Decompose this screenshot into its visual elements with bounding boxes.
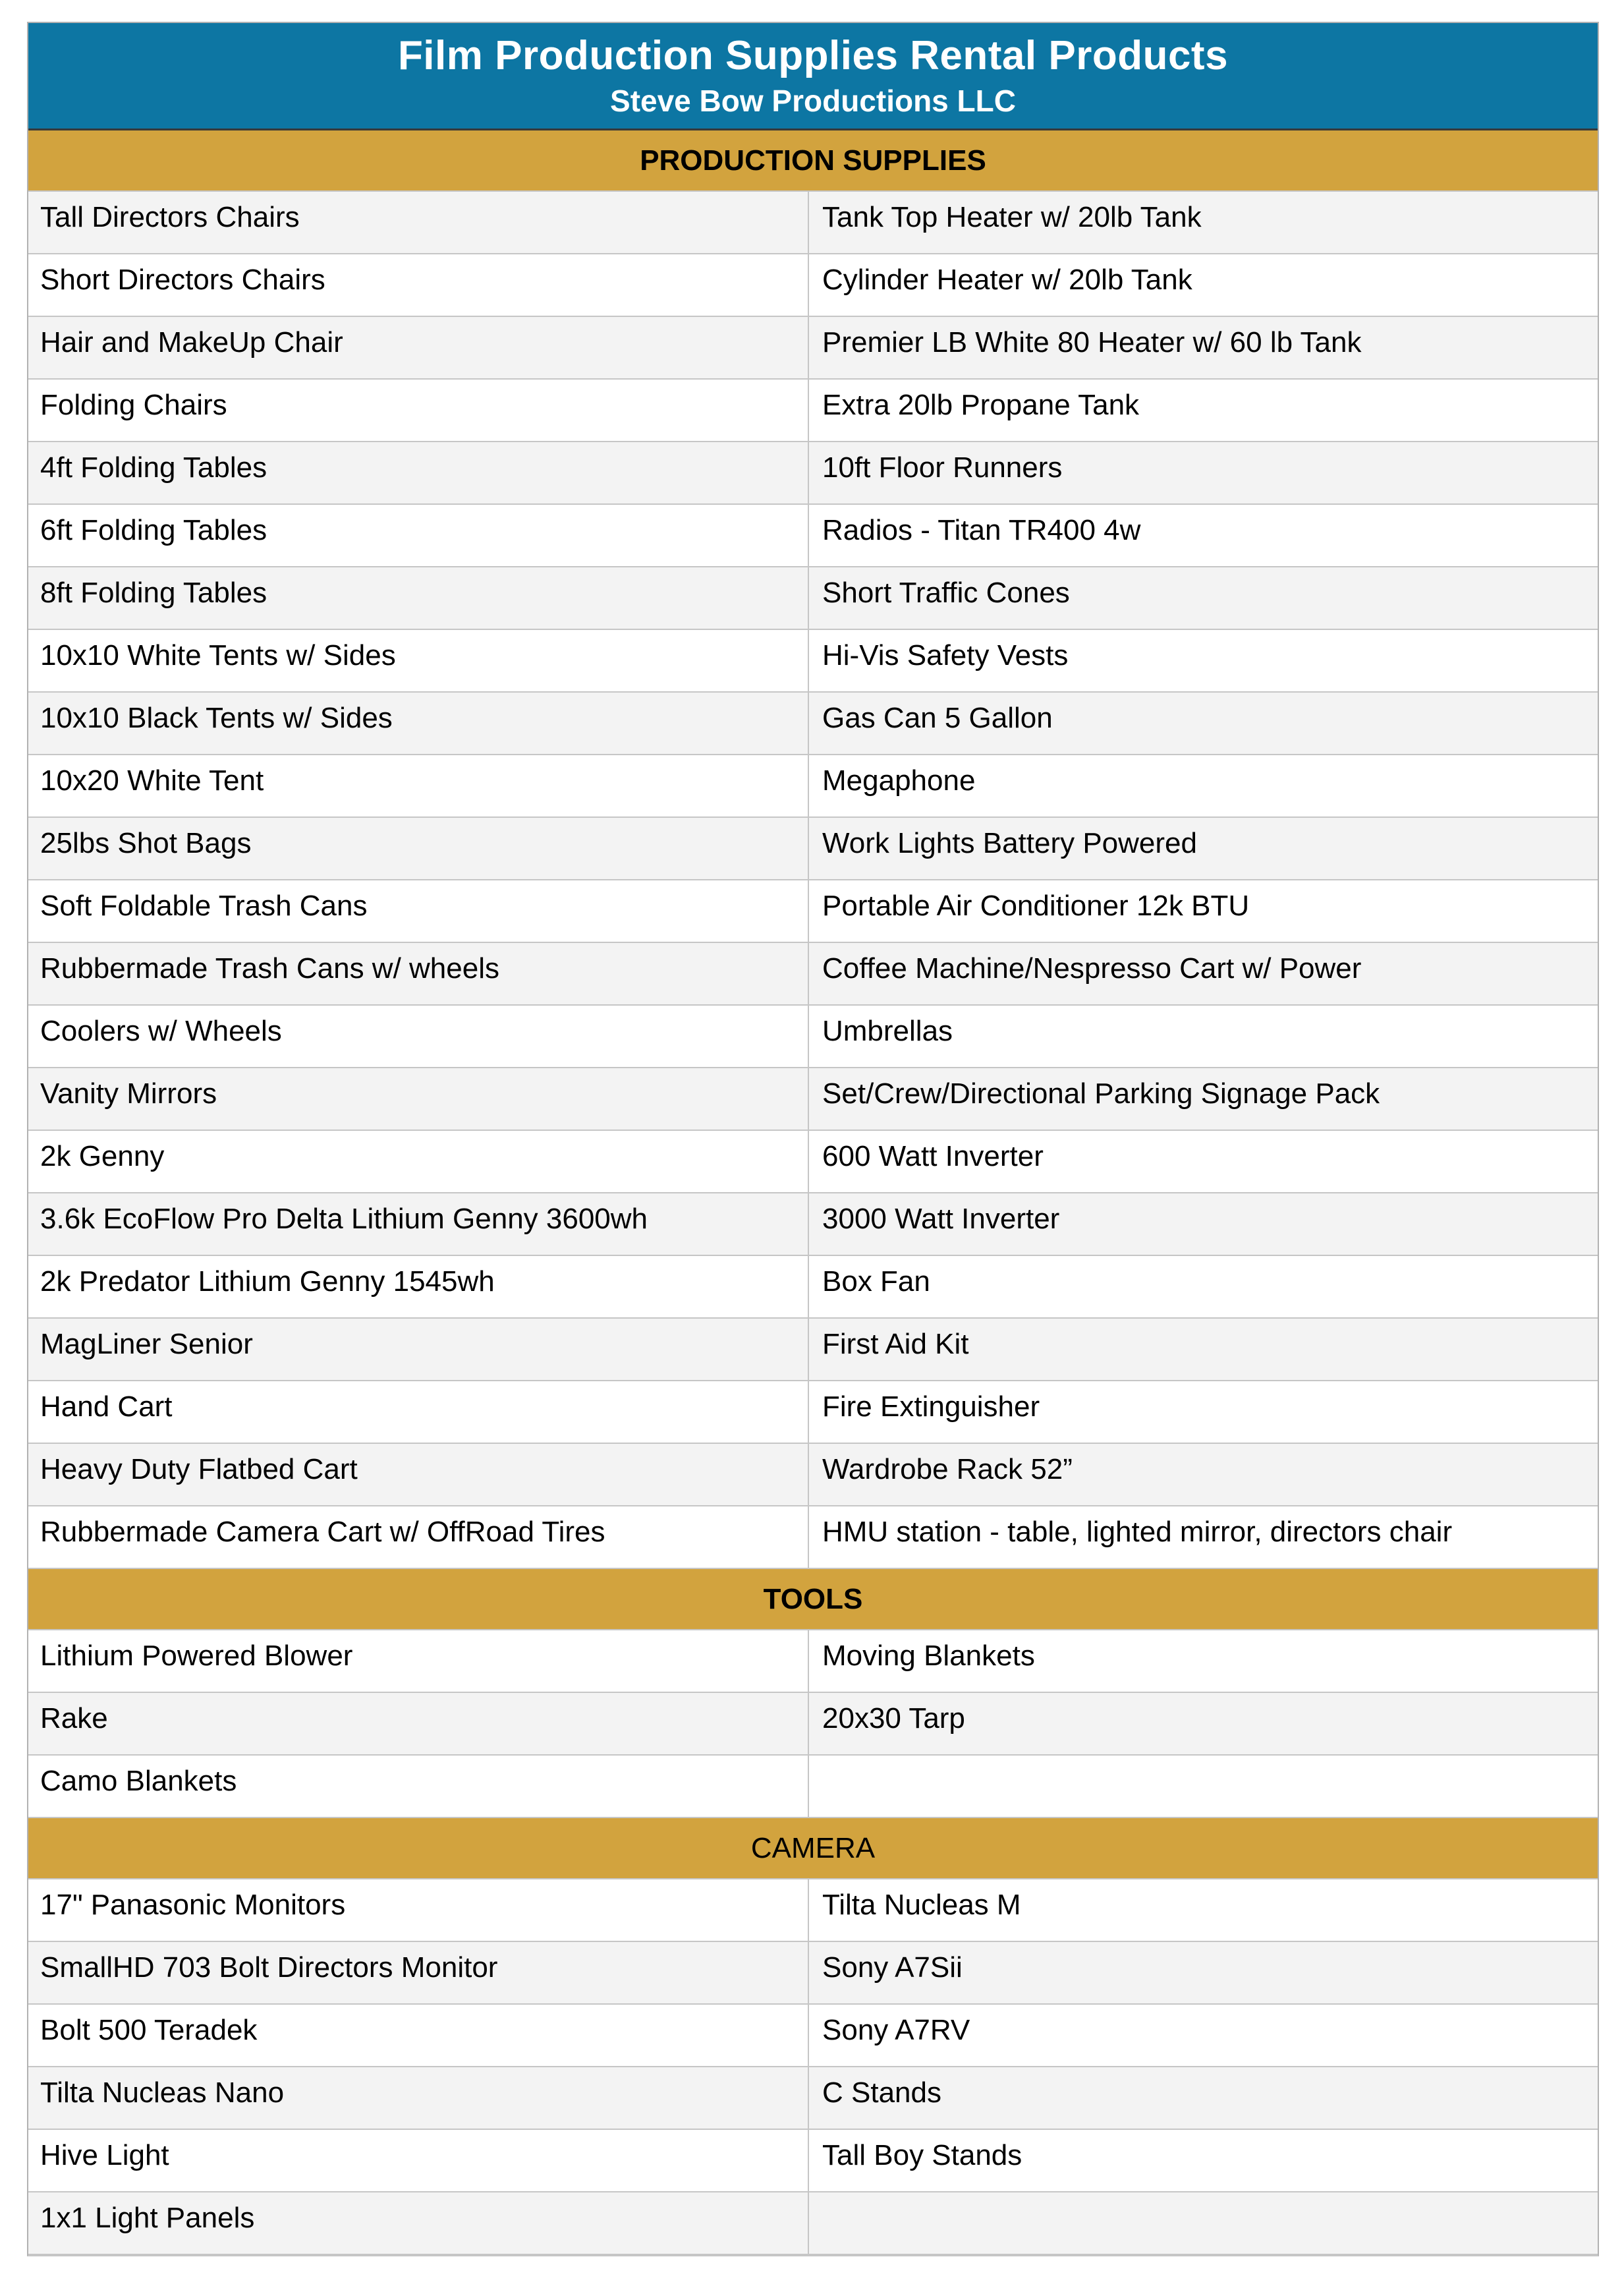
item-cell-left: Rubbermade Camera Cart w/ OffRoad Tires — [40, 1516, 605, 1548]
table-row — [28, 317, 1598, 380]
table-row — [28, 630, 1598, 693]
item-cell-right: Moving Blankets — [808, 1630, 1598, 1692]
item-cell-right: Coffee Machine/Nespresso Cart w/ Power — [808, 943, 1598, 1004]
item-cell-left: Heavy Duty Flatbed Cart — [40, 1453, 358, 1485]
item-cell-right: Wardrobe Rack 52” — [808, 1444, 1598, 1505]
item-cell-left: Rake — [40, 1702, 108, 1734]
item-cell-right: Tilta Nucleas M — [808, 1879, 1598, 1941]
item-cell-left: 4ft Folding Tables — [40, 451, 267, 484]
table-row — [28, 1381, 1598, 1444]
item-cell-left: Hive Light — [40, 2139, 169, 2171]
item-cell-right: HMU station - table, lighted mirror, directors chair — [808, 1506, 1598, 1568]
item-cell-right: Work Lights Battery Powered — [808, 818, 1598, 879]
item-cell-left: 8ft Folding Tables — [40, 577, 267, 609]
table-row — [28, 880, 1598, 943]
item-cell-right: Tall Boy Stands — [808, 2130, 1598, 2191]
table-row — [28, 2192, 1598, 2255]
table-row — [28, 192, 1598, 254]
section-header-production-supplies: PRODUCTION SUPPLIES — [28, 130, 1598, 192]
table-row — [28, 380, 1598, 442]
table-row — [28, 693, 1598, 755]
item-cell-right: 3000 Watt Inverter — [808, 1193, 1598, 1255]
item-cell-left: 10x10 White Tents w/ Sides — [40, 639, 396, 672]
item-cell-right — [808, 2192, 1598, 2254]
item-cell-left: 25lbs Shot Bags — [40, 827, 252, 859]
table-row — [28, 1131, 1598, 1193]
table-row — [28, 818, 1598, 880]
item-cell-left: Hand Cart — [40, 1390, 173, 1423]
table-row — [28, 2130, 1598, 2192]
item-cell-left: 2k Predator Lithium Genny 1545wh — [40, 1265, 495, 1298]
table-row — [28, 1319, 1598, 1381]
table-row — [28, 1506, 1598, 1569]
item-cell-left: Vanity Mirrors — [40, 1077, 217, 1110]
table-row — [28, 1068, 1598, 1131]
table-row — [28, 254, 1598, 317]
item-cell-left: 1x1 Light Panels — [40, 2202, 255, 2234]
item-cell-right: Hi-Vis Safety Vests — [808, 630, 1598, 691]
item-cell-right: Cylinder Heater w/ 20lb Tank — [808, 254, 1598, 316]
item-cell-left: Short Directors Chairs — [40, 264, 325, 296]
item-cell-right: Portable Air Conditioner 12k BTU — [808, 880, 1598, 942]
document-title: Film Production Supplies Rental Products — [397, 33, 1229, 78]
item-cell-right — [808, 1756, 1598, 1817]
item-cell-right: Fire Extinguisher — [808, 1381, 1598, 1443]
item-cell-left: Tall Directors Chairs — [40, 201, 300, 233]
item-cell-left: Lithium Powered Blower — [40, 1640, 353, 1672]
table-row — [28, 1444, 1598, 1506]
item-cell-left: MagLiner Senior — [40, 1328, 253, 1360]
item-cell-left: 10x10 Black Tents w/ Sides — [40, 702, 393, 734]
item-cell-left: 6ft Folding Tables — [40, 514, 267, 546]
item-cell-left: Coolers w/ Wheels — [40, 1015, 282, 1047]
section-header-tools: TOOLS — [28, 1569, 1598, 1630]
item-cell-right: Tank Top Heater w/ 20lb Tank — [808, 192, 1598, 253]
item-cell-right: Sony A7RV — [808, 2005, 1598, 2066]
table-row — [28, 1756, 1598, 1818]
item-cell-left: Folding Chairs — [40, 389, 227, 421]
item-cell-right: 10ft Floor Runners — [808, 442, 1598, 503]
item-cell-left: SmallHD 703 Bolt Directors Monitor — [40, 1951, 498, 1984]
document-header — [28, 23, 1598, 130]
sections-container — [28, 130, 1598, 2255]
item-cell-right: Umbrellas — [808, 1006, 1598, 1067]
item-cell-left: Tilta Nucleas Nano — [40, 2076, 285, 2109]
item-cell-left: Rubbermade Trash Cans w/ wheels — [40, 952, 499, 985]
table-row — [28, 1256, 1598, 1319]
item-cell-left: Hair and MakeUp Chair — [40, 326, 343, 358]
document-subtitle: Steve Bow Productions LLC — [610, 84, 1016, 118]
table-row — [28, 2067, 1598, 2130]
item-cell-left: 17" Panasonic Monitors — [40, 1889, 346, 1921]
item-cell-left: 2k Genny — [40, 1140, 165, 1172]
item-cell-right: Gas Can 5 Gallon — [808, 693, 1598, 754]
item-cell-right: Box Fan — [808, 1256, 1598, 1317]
table-row — [28, 1942, 1598, 2005]
table-row — [28, 755, 1598, 818]
item-cell-right: Megaphone — [808, 755, 1598, 816]
item-cell-right: Extra 20lb Propane Tank — [808, 380, 1598, 441]
item-cell-right: First Aid Kit — [808, 1319, 1598, 1380]
table-row — [28, 505, 1598, 567]
table-row — [28, 1193, 1598, 1256]
item-cell-right: Premier LB White 80 Heater w/ 60 lb Tank — [808, 317, 1598, 378]
table-row — [28, 943, 1598, 1006]
item-cell-right: 20x30 Tarp — [808, 1693, 1598, 1754]
table-row — [28, 1630, 1598, 1693]
item-cell-right: Sony A7Sii — [808, 1942, 1598, 2003]
item-cell-right: Radios - Titan TR400 4w — [808, 505, 1598, 566]
section-header-camera: CAMERA — [28, 1818, 1598, 1879]
table-row — [28, 1693, 1598, 1756]
item-cell-right: Set/Crew/Directional Parking Signage Pack — [808, 1068, 1598, 1130]
item-cell-left: Bolt 500 Teradek — [40, 2014, 258, 2046]
item-cell-right: C Stands — [808, 2067, 1598, 2129]
table-row — [28, 2005, 1598, 2067]
table-row — [28, 1006, 1598, 1068]
rental-products-table — [27, 22, 1599, 2256]
item-cell-right: 600 Watt Inverter — [808, 1131, 1598, 1192]
table-row — [28, 1879, 1598, 1942]
item-cell-left: Soft Foldable Trash Cans — [40, 890, 368, 922]
table-row — [28, 567, 1598, 630]
item-cell-left: 3.6k EcoFlow Pro Delta Lithium Genny 3600wh — [40, 1203, 648, 1235]
table-row — [28, 442, 1598, 505]
item-cell-left: 10x20 White Tent — [40, 764, 264, 797]
item-cell-left: Camo Blankets — [40, 1765, 237, 1797]
item-cell-right: Short Traffic Cones — [808, 567, 1598, 629]
